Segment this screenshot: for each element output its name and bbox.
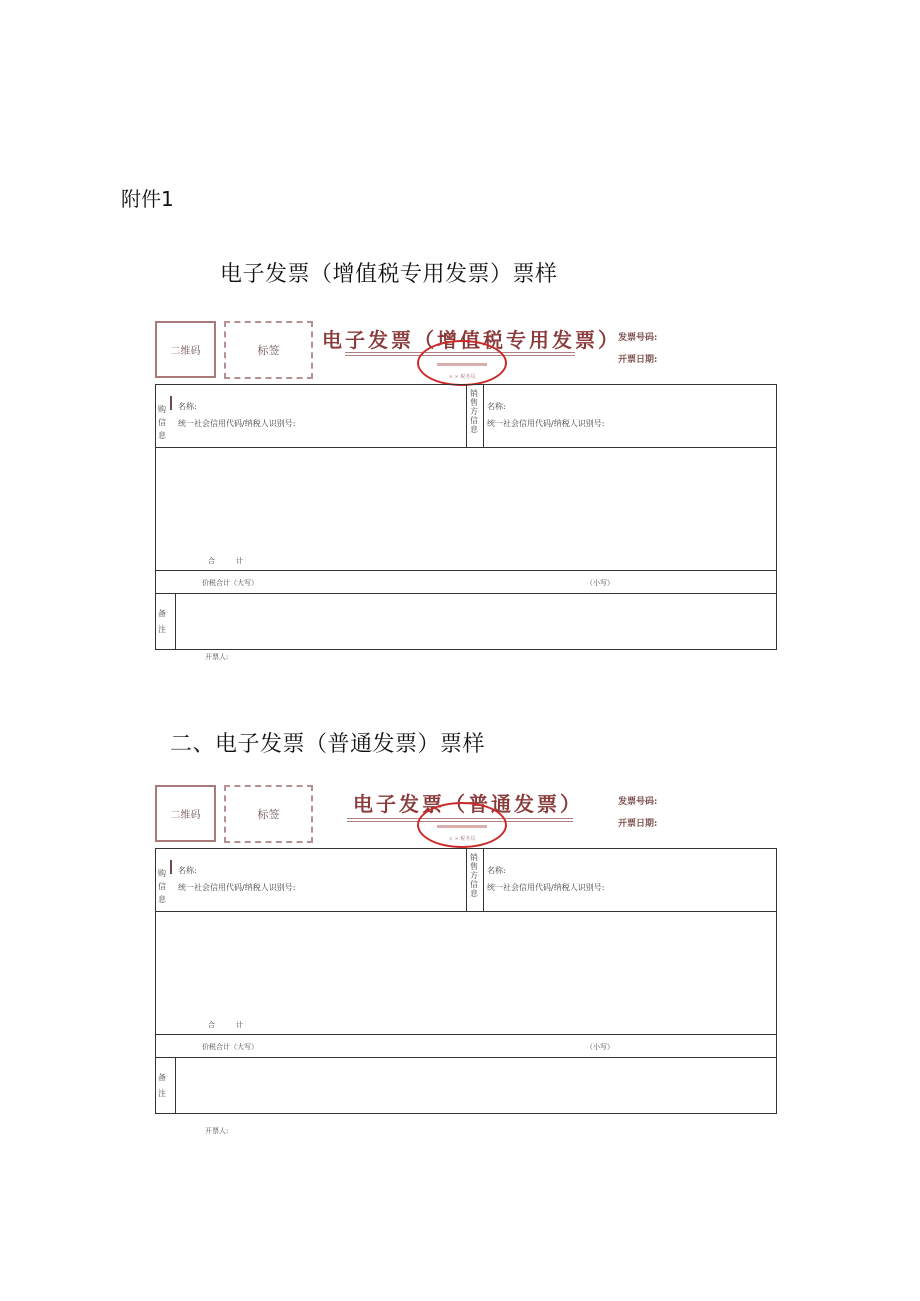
- party-divider: [483, 385, 484, 447]
- party-divider: [466, 385, 467, 447]
- buyer-name-label: 名称:: [178, 402, 197, 411]
- total-label: 合 计: [208, 1021, 243, 1029]
- drawer-label: 开票人:: [205, 653, 229, 661]
- qr-code-placeholder: [155, 785, 216, 842]
- seller-side-label: 销 售 方 信 息: [470, 389, 478, 434]
- seller-side-label: 销 售 方 信 息: [470, 853, 478, 898]
- stamp-bar: [437, 363, 487, 366]
- invoice-title: 电子发票（普通发票）: [353, 792, 583, 816]
- buyer-side-label: 购 信 息: [158, 869, 166, 904]
- invoice-table: [155, 384, 777, 650]
- buyer-code-label: 统一社会信用代码/纳税人识别号:: [178, 883, 296, 892]
- section1-heading: 电子发票（增值税专用发票）票样: [220, 262, 558, 287]
- seller-name-label: 名称:: [487, 402, 506, 411]
- ordinary-invoice-sample: [155, 784, 777, 1135]
- tax-seal-stamp: [417, 802, 507, 848]
- party-row: [156, 385, 776, 448]
- buyer-side-label: 购 信 息: [158, 405, 166, 440]
- remarks-row: [156, 1058, 776, 1113]
- tax-total-upper-label: 价税合计（大写）: [202, 579, 258, 587]
- remarks-label: 备 注: [158, 1073, 166, 1098]
- invoice-number-label: 发票号码:: [618, 333, 658, 343]
- seller-name-label: 名称:: [487, 866, 506, 875]
- tax-total-lower-label: （小写）: [586, 1043, 614, 1051]
- buyer-name-label: 名称:: [178, 866, 197, 875]
- seller-code-label: 统一社会信用代码/纳税人识别号:: [487, 419, 605, 428]
- stamp-text: × × 税务局: [448, 374, 476, 380]
- remarks-divider: [175, 594, 176, 649]
- qr-code-placeholder: [155, 321, 216, 378]
- invoice-header: [155, 320, 777, 384]
- attachment-label: 附件1: [121, 187, 174, 211]
- issue-date-label: 开票日期:: [618, 355, 658, 365]
- stamp-bar: [437, 825, 487, 828]
- items-area: [156, 912, 776, 1035]
- buyer-marker: [170, 396, 172, 410]
- label-box-text: 标签: [257, 808, 280, 821]
- remarks-label: 备 注: [158, 609, 166, 634]
- drawer-label: 开票人:: [205, 1127, 229, 1135]
- label-box-text: 标签: [257, 344, 280, 357]
- qr-code-label: 二维码: [170, 346, 201, 357]
- party-row: [156, 849, 776, 912]
- issue-date-label: 开票日期:: [618, 819, 658, 829]
- party-divider: [466, 849, 467, 911]
- remarks-divider: [175, 1058, 176, 1113]
- label-placeholder: [224, 785, 313, 843]
- tax-total-row: [156, 1035, 776, 1058]
- buyer-code-label: 统一社会信用代码/纳税人识别号:: [178, 419, 296, 428]
- items-area: [156, 448, 776, 571]
- total-label: 合 计: [208, 557, 243, 565]
- stamp-text: × × 税务局: [448, 836, 476, 842]
- invoice-header: [155, 784, 777, 848]
- invoice-table: [155, 848, 777, 1114]
- label-placeholder: [224, 321, 313, 379]
- remarks-row: [156, 594, 776, 649]
- invoice-title: 电子发票（增值税专用发票）: [322, 328, 621, 352]
- invoice-number-label: 发票号码:: [618, 797, 658, 807]
- vat-special-invoice-sample: [155, 320, 777, 661]
- tax-seal-stamp: [417, 340, 507, 386]
- tax-total-lower-label: （小写）: [586, 579, 614, 587]
- section2-heading: 二、电子发票（普通发票）票样: [170, 732, 486, 757]
- tax-total-row: [156, 571, 776, 594]
- party-divider: [483, 849, 484, 911]
- seller-code-label: 统一社会信用代码/纳税人识别号:: [487, 883, 605, 892]
- qr-code-label: 二维码: [170, 810, 201, 821]
- tax-total-upper-label: 价税合计（大写）: [202, 1043, 258, 1051]
- buyer-marker: [170, 860, 172, 874]
